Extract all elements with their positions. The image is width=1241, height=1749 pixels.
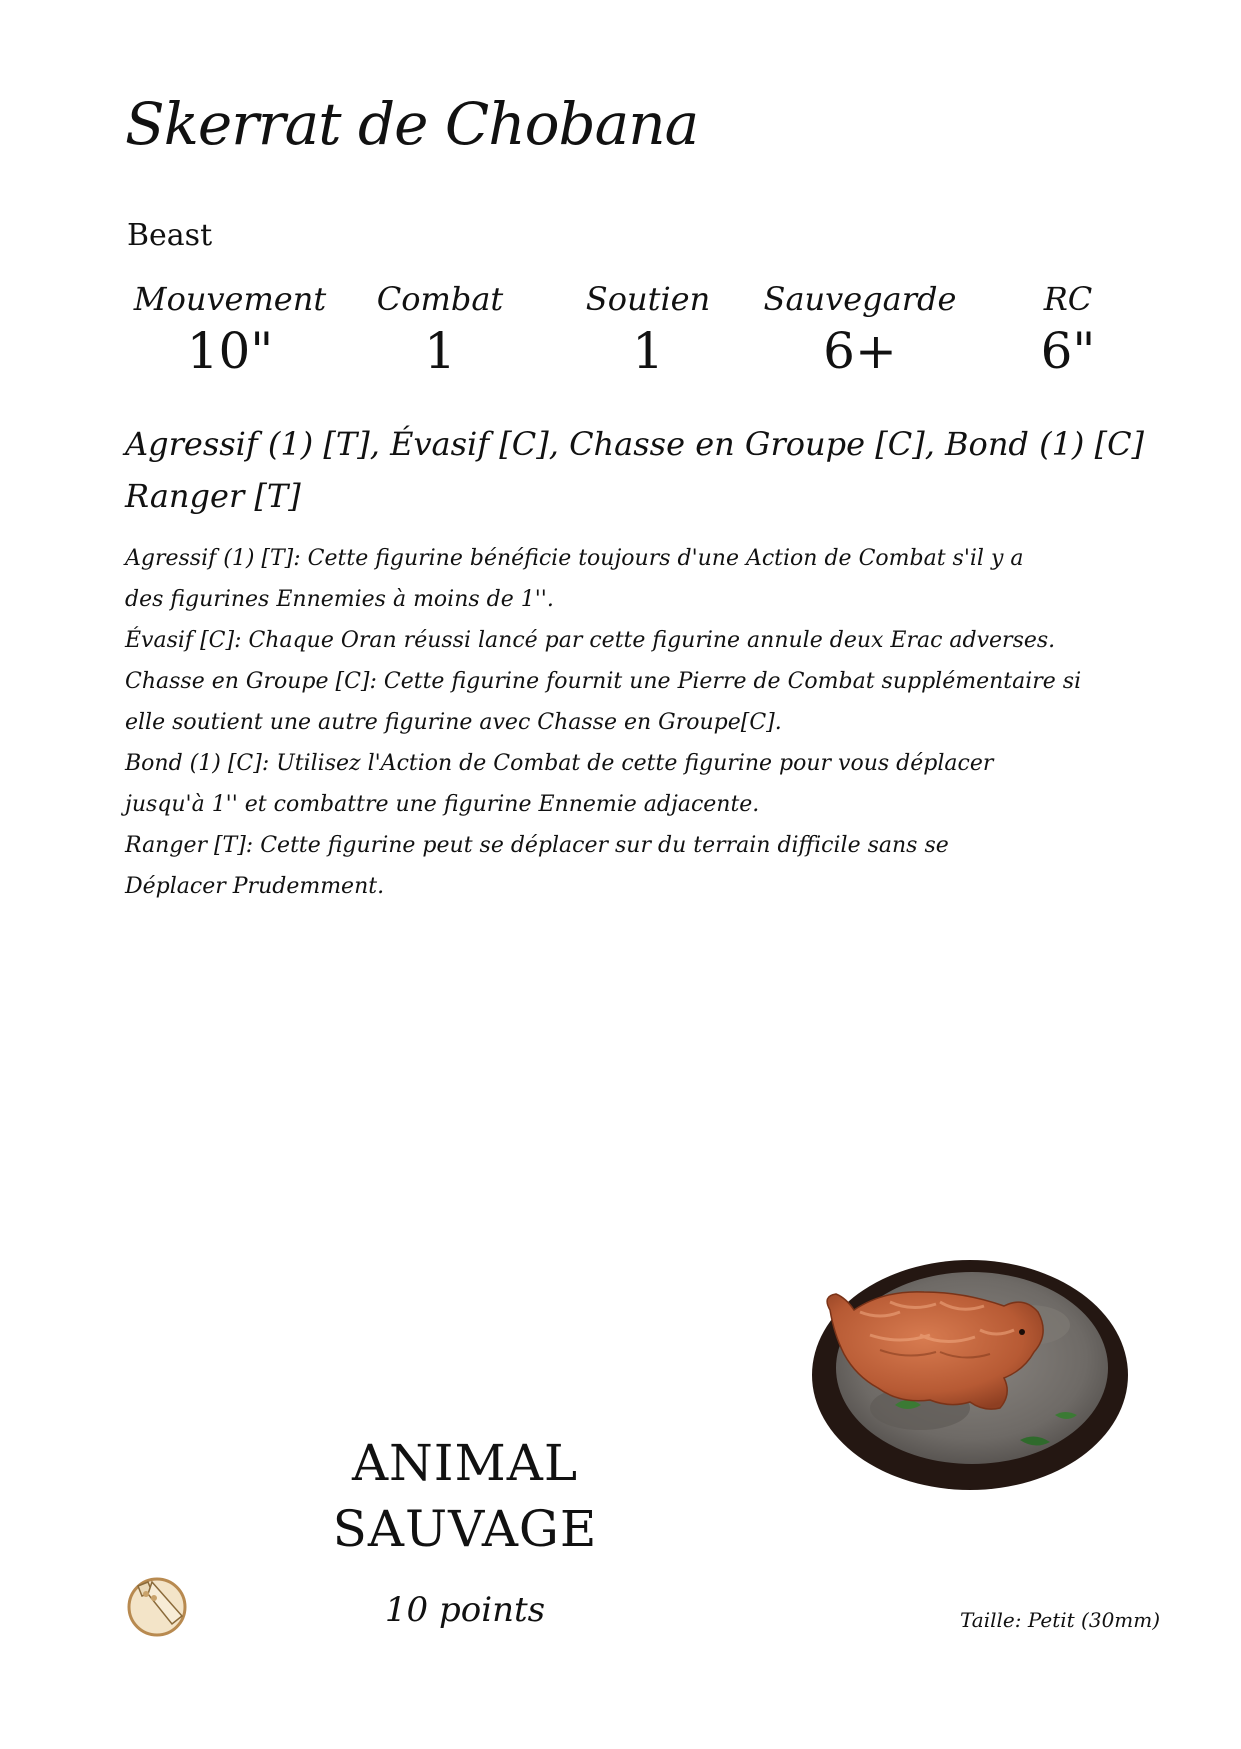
stat-combat [377, 280, 504, 380]
stat-rc [1041, 280, 1096, 380]
rules-text [125, 538, 1125, 907]
rule-line: Bond (1) [C]: Utilisez l'Action de Combat de cette figurine pour vous déplacer [125, 751, 994, 776]
stat-label: Combat [376, 280, 504, 318]
unit-type: Beast [127, 218, 213, 253]
base-size: Taille: Petit (30mm) [960, 1608, 1161, 1632]
stat-movement [134, 280, 326, 380]
stat-label: Sauvegarde [763, 280, 957, 318]
stat-value: 1 [632, 322, 664, 380]
faction-line: ANIMAL [351, 1434, 579, 1492]
stat-value: 6" [1040, 322, 1096, 380]
stat-label: Mouvement [133, 280, 327, 318]
faction-name [300, 1430, 630, 1562]
emblem-icon [124, 1572, 190, 1638]
stat-value: 1 [424, 322, 456, 380]
rule-line: Agressif (1) [T]: Cette figurine bénéficie toujours d'une Action de Combat s'il y a [125, 546, 1024, 571]
rule-line: Déplacer Prudemment. [125, 874, 385, 899]
rule-line: elle soutient une autre figurine avec Chasse en Groupe[C]. [125, 710, 782, 735]
faction-line: SAUVAGE [332, 1500, 598, 1558]
rule-line: Évasif [C]: Chaque Oran réussi lancé par cette figurine annule deux Erac adverses. [125, 628, 1056, 653]
stat-value: 10" [186, 322, 274, 380]
miniature-image [800, 1240, 1130, 1490]
rule-line: jusqu'à 1'' et combattre une figurine Ennemie adjacente. [125, 792, 760, 817]
unit-title: Skerrat de Chobana [125, 90, 699, 158]
keyword-line: Ranger [T] [125, 477, 301, 515]
keyword-line: Agressif (1) [T], Évasif [C], Chasse en Groupe [C], Bond (1) [C] [125, 425, 1145, 463]
rule-line: Ranger [T]: Cette figurine peut se déplacer sur du terrain difficile sans se [125, 833, 949, 858]
keyword-list [125, 418, 1145, 522]
stats-row [0, 280, 1241, 400]
stat-label: RC [1043, 280, 1093, 318]
stat-save [764, 280, 957, 380]
stat-support [586, 280, 710, 380]
points-cost: 10 points [384, 1590, 546, 1630]
stat-value: 6+ [823, 322, 897, 380]
rule-line: Chasse en Groupe [C]: Cette figurine fournit une Pierre de Combat supplémentaire si [125, 669, 1082, 694]
rule-line: des figurines Ennemies à moins de 1''. [125, 587, 554, 612]
stat-label: Soutien [585, 280, 711, 318]
